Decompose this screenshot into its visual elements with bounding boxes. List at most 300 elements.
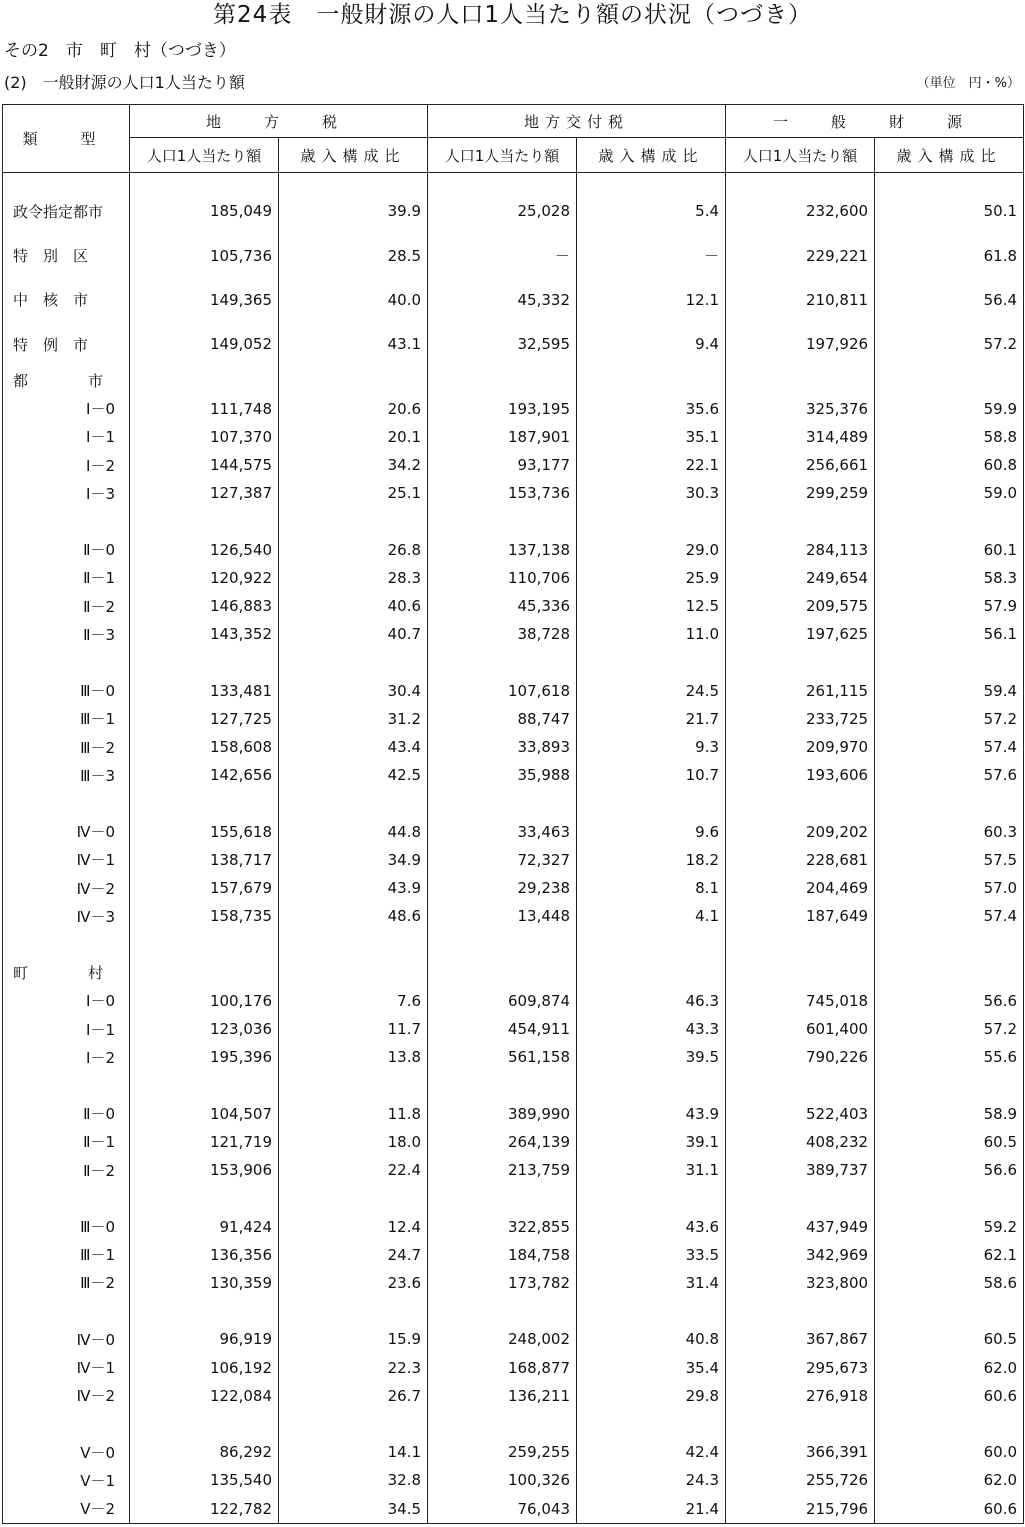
table-row <box>3 705 1024 733</box>
cell-general-revenue-ratio: 62.0 <box>875 1466 1024 1494</box>
cell-local-tax-per-capita: 104,507 <box>130 1100 279 1128</box>
cell-allocation-tax-per-capita: 35,988 <box>428 761 577 789</box>
row-label: 特 別 区 <box>3 233 130 277</box>
cell-local-tax-per-capita: 158,735 <box>130 902 279 930</box>
cell-local-tax-ratio: 28.5 <box>279 233 428 277</box>
cell-local-tax-per-capita: 122,084 <box>130 1382 279 1410</box>
cell-allocation-tax-per-capita: 213,759 <box>428 1156 577 1184</box>
table-row <box>3 677 1024 705</box>
header-per-capita: 人口1人当たり額 <box>130 138 279 173</box>
cell-general-revenue-ratio <box>875 173 1024 190</box>
row-label: Ⅲ－3 <box>3 761 130 789</box>
row-label: Ⅱ－0 <box>3 536 130 564</box>
cell-local-tax-per-capita: 195,396 <box>130 1043 279 1071</box>
cell-allocation-tax-per-capita <box>428 1410 577 1438</box>
cell-general-revenue-per-capita: 366,391 <box>726 1438 875 1466</box>
row-label: Ⅴ－2 <box>3 1494 130 1523</box>
header-per-capita: 人口1人当たり額 <box>726 138 875 173</box>
cell-allocation-tax-per-capita: － <box>428 233 577 277</box>
cell-local-tax-ratio <box>279 1184 428 1212</box>
cell-allocation-tax-ratio: 9.3 <box>577 733 726 761</box>
cell-general-revenue-per-capita: 256,661 <box>726 451 875 479</box>
cell-local-tax-per-capita: 144,575 <box>130 451 279 479</box>
table-row <box>3 818 1024 846</box>
cell-general-revenue-per-capita: 522,403 <box>726 1100 875 1128</box>
cell-allocation-tax-ratio: 11.0 <box>577 620 726 648</box>
cell-local-tax-ratio: 13.8 <box>279 1043 428 1071</box>
cell-allocation-tax-ratio <box>577 1071 726 1099</box>
cell-general-revenue-ratio: 57.5 <box>875 846 1024 874</box>
cell-local-tax-ratio: 44.8 <box>279 818 428 846</box>
table-row <box>3 1353 1024 1381</box>
cell-allocation-tax-ratio: 21.4 <box>577 1494 726 1523</box>
cell-local-tax-per-capita <box>130 507 279 535</box>
cell-general-revenue-ratio: 60.6 <box>875 1494 1024 1523</box>
table-row <box>3 1156 1024 1184</box>
cell-general-revenue-ratio: 60.5 <box>875 1128 1024 1156</box>
cell-general-revenue-per-capita <box>726 959 875 987</box>
cell-local-tax-per-capita: 127,725 <box>130 705 279 733</box>
cell-general-revenue-ratio: 60.8 <box>875 451 1024 479</box>
cell-allocation-tax-ratio: 25.9 <box>577 564 726 592</box>
cell-local-tax-per-capita: 136,356 <box>130 1241 279 1269</box>
cell-general-revenue-ratio: 60.0 <box>875 1438 1024 1466</box>
cell-general-revenue-ratio: 55.6 <box>875 1043 1024 1071</box>
cell-general-revenue-per-capita: 367,867 <box>726 1325 875 1353</box>
cell-allocation-tax-ratio: 39.1 <box>577 1128 726 1156</box>
table-row <box>3 1241 1024 1269</box>
cell-allocation-tax-ratio: 33.5 <box>577 1241 726 1269</box>
table-row <box>3 761 1024 789</box>
cell-allocation-tax-per-capita: 45,336 <box>428 592 577 620</box>
cell-allocation-tax-per-capita <box>428 1184 577 1212</box>
row-label <box>3 1410 130 1438</box>
cell-allocation-tax-per-capita: 72,327 <box>428 846 577 874</box>
spacer-row <box>3 930 1024 958</box>
cell-local-tax-ratio: 25.1 <box>279 479 428 507</box>
cell-allocation-tax-per-capita <box>428 366 577 394</box>
row-label: Ⅳ－1 <box>3 1353 130 1381</box>
table-row <box>3 846 1024 874</box>
cell-allocation-tax-per-capita: 184,758 <box>428 1241 577 1269</box>
cell-local-tax-per-capita <box>130 1410 279 1438</box>
cell-allocation-tax-ratio: 10.7 <box>577 761 726 789</box>
cell-general-revenue-ratio: 61.8 <box>875 233 1024 277</box>
cell-allocation-tax-ratio: 31.1 <box>577 1156 726 1184</box>
cell-allocation-tax-per-capita: 13,448 <box>428 902 577 930</box>
cell-general-revenue-ratio: 56.6 <box>875 987 1024 1015</box>
row-label: Ⅴ－0 <box>3 1438 130 1466</box>
spacer-row <box>3 648 1024 676</box>
cell-allocation-tax-ratio <box>577 507 726 535</box>
header-general-revenue: 一 般 財 源 <box>726 105 1024 138</box>
cell-local-tax-per-capita: 107,370 <box>130 423 279 451</box>
cell-general-revenue-per-capita: 299,259 <box>726 479 875 507</box>
page-subtitle: その2 市 町 村（つづき） <box>4 41 236 61</box>
cell-local-tax-ratio: 43.9 <box>279 874 428 902</box>
cell-local-tax-ratio: 7.6 <box>279 987 428 1015</box>
section-heading: (2) 一般財源の人口1人当たり額 <box>4 73 245 92</box>
table-row <box>3 1043 1024 1071</box>
cell-general-revenue-ratio: 58.9 <box>875 1100 1024 1128</box>
row-label: Ⅰ－1 <box>3 423 130 451</box>
cell-local-tax-ratio: 20.1 <box>279 423 428 451</box>
cell-general-revenue-per-capita: 210,811 <box>726 278 875 322</box>
cell-allocation-tax-ratio: 9.6 <box>577 818 726 846</box>
cell-local-tax-ratio: 26.8 <box>279 536 428 564</box>
cell-allocation-tax-ratio: 9.4 <box>577 322 726 366</box>
cell-allocation-tax-per-capita: 322,855 <box>428 1212 577 1240</box>
table-row <box>3 592 1024 620</box>
cell-general-revenue-per-capita <box>726 930 875 958</box>
row-label <box>3 1071 130 1099</box>
row-label: Ⅳ－2 <box>3 1382 130 1410</box>
cell-allocation-tax-per-capita <box>428 507 577 535</box>
cell-general-revenue-ratio: 59.2 <box>875 1212 1024 1240</box>
header-local-tax: 地 方 税 <box>130 105 428 138</box>
cell-general-revenue-ratio: 59.0 <box>875 479 1024 507</box>
row-label <box>3 1297 130 1325</box>
cell-local-tax-per-capita: 149,365 <box>130 278 279 322</box>
cell-general-revenue-ratio <box>875 648 1024 676</box>
cell-general-revenue-per-capita: 249,654 <box>726 564 875 592</box>
cell-allocation-tax-ratio <box>577 789 726 817</box>
cell-general-revenue-ratio: 50.1 <box>875 189 1024 233</box>
table-row <box>3 451 1024 479</box>
cell-allocation-tax-per-capita <box>428 1297 577 1325</box>
cell-general-revenue-per-capita <box>726 1410 875 1438</box>
cell-allocation-tax-ratio: 21.7 <box>577 705 726 733</box>
cell-general-revenue-ratio: 60.3 <box>875 818 1024 846</box>
table-row <box>3 322 1024 366</box>
cell-allocation-tax-ratio: 30.3 <box>577 479 726 507</box>
cell-general-revenue-ratio <box>875 789 1024 817</box>
cell-general-revenue-ratio: 56.4 <box>875 278 1024 322</box>
cell-general-revenue-ratio: 57.9 <box>875 592 1024 620</box>
cell-local-tax-ratio: 40.0 <box>279 278 428 322</box>
cell-local-tax-per-capita: 149,052 <box>130 322 279 366</box>
spacer-row <box>3 1410 1024 1438</box>
cell-local-tax-ratio: 24.7 <box>279 1241 428 1269</box>
table-row <box>3 395 1024 423</box>
cell-local-tax-per-capita: 153,906 <box>130 1156 279 1184</box>
cell-allocation-tax-per-capita: 110,706 <box>428 564 577 592</box>
cell-general-revenue-ratio: 56.1 <box>875 620 1024 648</box>
row-label: Ⅲ－2 <box>3 733 130 761</box>
cell-allocation-tax-per-capita: 248,002 <box>428 1325 577 1353</box>
row-label: Ⅰ－1 <box>3 1015 130 1043</box>
cell-general-revenue-per-capita: 197,625 <box>726 620 875 648</box>
cell-general-revenue-ratio: 57.4 <box>875 733 1024 761</box>
row-label: Ⅱ－2 <box>3 1156 130 1184</box>
cell-local-tax-per-capita: 133,481 <box>130 677 279 705</box>
cell-general-revenue-per-capita: 229,221 <box>726 233 875 277</box>
cell-local-tax-ratio: 22.4 <box>279 1156 428 1184</box>
cell-general-revenue-per-capita: 232,600 <box>726 189 875 233</box>
cell-allocation-tax-per-capita: 389,990 <box>428 1100 577 1128</box>
cell-local-tax-ratio: 20.6 <box>279 395 428 423</box>
cell-general-revenue-per-capita: 314,489 <box>726 423 875 451</box>
cell-local-tax-ratio: 34.2 <box>279 451 428 479</box>
cell-local-tax-per-capita: 111,748 <box>130 395 279 423</box>
cell-general-revenue-ratio: 58.8 <box>875 423 1024 451</box>
cell-allocation-tax-ratio: 5.4 <box>577 189 726 233</box>
cell-general-revenue-per-capita: 790,226 <box>726 1043 875 1071</box>
cell-local-tax-ratio <box>279 366 428 394</box>
cell-local-tax-per-capita: 86,292 <box>130 1438 279 1466</box>
table-row <box>3 1128 1024 1156</box>
cell-allocation-tax-ratio <box>577 1410 726 1438</box>
row-label: Ⅱ－1 <box>3 564 130 592</box>
cell-local-tax-ratio: 12.4 <box>279 1212 428 1240</box>
cell-local-tax-per-capita: 138,717 <box>130 846 279 874</box>
group-heading-row <box>3 959 1024 987</box>
row-label: Ⅲ－0 <box>3 1212 130 1240</box>
row-label <box>3 789 130 817</box>
cell-local-tax-per-capita: 142,656 <box>130 761 279 789</box>
cell-local-tax-ratio: 23.6 <box>279 1269 428 1297</box>
table-row <box>3 874 1024 902</box>
cell-local-tax-ratio: 28.3 <box>279 564 428 592</box>
table-row <box>3 1015 1024 1043</box>
row-label: Ⅳ－3 <box>3 902 130 930</box>
cell-general-revenue-per-capita <box>726 1184 875 1212</box>
header-local-allocation-tax: 地方交付税 <box>428 105 726 138</box>
cell-general-revenue-per-capita: 255,726 <box>726 1466 875 1494</box>
cell-local-tax-per-capita: 185,049 <box>130 189 279 233</box>
cell-local-tax-ratio: 11.8 <box>279 1100 428 1128</box>
cell-general-revenue-per-capita: 197,926 <box>726 322 875 366</box>
cell-allocation-tax-per-capita: 259,255 <box>428 1438 577 1466</box>
cell-local-tax-ratio <box>279 1297 428 1325</box>
cell-local-tax-ratio: 18.0 <box>279 1128 428 1156</box>
cell-allocation-tax-ratio <box>577 1184 726 1212</box>
cell-local-tax-per-capita: 91,424 <box>130 1212 279 1240</box>
cell-allocation-tax-ratio: 29.8 <box>577 1382 726 1410</box>
cell-general-revenue-ratio: 59.9 <box>875 395 1024 423</box>
cell-local-tax-ratio: 34.9 <box>279 846 428 874</box>
cell-allocation-tax-ratio <box>577 366 726 394</box>
cell-local-tax-per-capita: 158,608 <box>130 733 279 761</box>
cell-local-tax-ratio: 14.1 <box>279 1438 428 1466</box>
cell-general-revenue-ratio: 57.0 <box>875 874 1024 902</box>
cell-general-revenue-per-capita: 408,232 <box>726 1128 875 1156</box>
cell-general-revenue-ratio: 60.5 <box>875 1325 1024 1353</box>
table-row <box>3 620 1024 648</box>
cell-local-tax-per-capita <box>130 789 279 817</box>
cell-general-revenue-per-capita: 187,649 <box>726 902 875 930</box>
cell-general-revenue-per-capita: 261,115 <box>726 677 875 705</box>
cell-allocation-tax-ratio <box>577 648 726 676</box>
row-label: Ⅱ－0 <box>3 1100 130 1128</box>
cell-general-revenue-per-capita: 325,376 <box>726 395 875 423</box>
cell-local-tax-ratio: 15.9 <box>279 1325 428 1353</box>
cell-allocation-tax-per-capita: 187,901 <box>428 423 577 451</box>
cell-allocation-tax-ratio <box>577 959 726 987</box>
cell-local-tax-per-capita <box>130 1297 279 1325</box>
table-row <box>3 1269 1024 1297</box>
cell-local-tax-per-capita: 105,736 <box>130 233 279 277</box>
table-row <box>3 1100 1024 1128</box>
cell-local-tax-per-capita: 100,176 <box>130 987 279 1015</box>
cell-general-revenue-ratio <box>875 959 1024 987</box>
cell-allocation-tax-per-capita: 168,877 <box>428 1353 577 1381</box>
cell-general-revenue-ratio: 60.1 <box>875 536 1024 564</box>
row-label: Ⅲ－0 <box>3 677 130 705</box>
table-row <box>3 1494 1024 1523</box>
group-heading-row <box>3 366 1024 394</box>
cell-general-revenue-ratio <box>875 1071 1024 1099</box>
spacer-row <box>3 507 1024 535</box>
row-label: Ⅲ－1 <box>3 705 130 733</box>
cell-general-revenue-per-capita: 284,113 <box>726 536 875 564</box>
cell-general-revenue-per-capita <box>726 1297 875 1325</box>
row-label: Ⅱ－1 <box>3 1128 130 1156</box>
unit-label: （単位 円・%） <box>916 76 1020 91</box>
cell-general-revenue-ratio: 62.0 <box>875 1353 1024 1381</box>
cell-allocation-tax-ratio: 43.6 <box>577 1212 726 1240</box>
cell-local-tax-per-capita <box>130 1184 279 1212</box>
cell-local-tax-ratio <box>279 1410 428 1438</box>
cell-general-revenue-per-capita: 437,949 <box>726 1212 875 1240</box>
cell-local-tax-ratio <box>279 930 428 958</box>
cell-allocation-tax-ratio: 29.0 <box>577 536 726 564</box>
cell-local-tax-ratio <box>279 507 428 535</box>
cell-allocation-tax-per-capita <box>428 959 577 987</box>
cell-general-revenue-per-capita: 209,202 <box>726 818 875 846</box>
table-row <box>3 189 1024 233</box>
cell-local-tax-ratio: 40.6 <box>279 592 428 620</box>
table-row <box>3 1466 1024 1494</box>
row-label: Ⅳ－1 <box>3 846 130 874</box>
row-label: Ⅱ－2 <box>3 592 130 620</box>
header-ratio: 歳入構成比 <box>279 138 428 173</box>
cell-general-revenue-ratio: 57.4 <box>875 902 1024 930</box>
cell-local-tax-ratio <box>279 173 428 190</box>
cell-allocation-tax-per-capita <box>428 173 577 190</box>
cell-allocation-tax-per-capita <box>428 789 577 817</box>
row-label <box>3 648 130 676</box>
cell-local-tax-per-capita: 120,922 <box>130 564 279 592</box>
cell-general-revenue-ratio <box>875 1410 1024 1438</box>
cell-allocation-tax-per-capita: 100,326 <box>428 1466 577 1494</box>
cell-local-tax-ratio <box>279 648 428 676</box>
row-label <box>3 930 130 958</box>
cell-local-tax-ratio: 40.7 <box>279 620 428 648</box>
row-label: Ⅴ－1 <box>3 1466 130 1494</box>
cell-general-revenue-per-capita: 323,800 <box>726 1269 875 1297</box>
cell-local-tax-per-capita: 96,919 <box>130 1325 279 1353</box>
cell-allocation-tax-per-capita: 32,595 <box>428 322 577 366</box>
cell-local-tax-ratio: 43.1 <box>279 322 428 366</box>
cell-general-revenue-per-capita: 745,018 <box>726 987 875 1015</box>
cell-local-tax-per-capita: 143,352 <box>130 620 279 648</box>
cell-general-revenue-per-capita <box>726 507 875 535</box>
cell-local-tax-per-capita: 126,540 <box>130 536 279 564</box>
cell-local-tax-per-capita: 130,359 <box>130 1269 279 1297</box>
cell-allocation-tax-per-capita: 136,211 <box>428 1382 577 1410</box>
row-label: Ⅳ－0 <box>3 1325 130 1353</box>
cell-allocation-tax-ratio: 24.3 <box>577 1466 726 1494</box>
cell-allocation-tax-ratio: 24.5 <box>577 677 726 705</box>
header-per-capita: 人口1人当たり額 <box>428 138 577 173</box>
cell-allocation-tax-per-capita <box>428 1071 577 1099</box>
cell-allocation-tax-per-capita: 93,177 <box>428 451 577 479</box>
cell-allocation-tax-per-capita <box>428 930 577 958</box>
cell-local-tax-ratio: 34.5 <box>279 1494 428 1523</box>
cell-local-tax-per-capita <box>130 1071 279 1099</box>
cell-general-revenue-per-capita: 204,469 <box>726 874 875 902</box>
cell-local-tax-per-capita <box>130 173 279 190</box>
table-row <box>3 278 1024 322</box>
row-label: Ⅰ－3 <box>3 479 130 507</box>
header-ratio: 歳入構成比 <box>577 138 726 173</box>
cell-allocation-tax-per-capita: 561,158 <box>428 1043 577 1071</box>
table-row <box>3 479 1024 507</box>
cell-general-revenue-ratio: 57.2 <box>875 705 1024 733</box>
cell-allocation-tax-ratio <box>577 930 726 958</box>
page-title: 第24表 一般財源の人口1人当たり額の状況（つづき） <box>213 2 812 28</box>
spacer-row <box>3 789 1024 817</box>
cell-local-tax-per-capita <box>130 959 279 987</box>
cell-general-revenue-ratio: 62.1 <box>875 1241 1024 1269</box>
cell-general-revenue-per-capita: 209,575 <box>726 592 875 620</box>
row-label: 政令指定都市 <box>3 189 130 233</box>
table-row <box>3 733 1024 761</box>
cell-allocation-tax-per-capita: 25,028 <box>428 189 577 233</box>
row-label: Ⅰ－2 <box>3 451 130 479</box>
cell-allocation-tax-ratio: 22.1 <box>577 451 726 479</box>
table-row <box>3 987 1024 1015</box>
cell-local-tax-per-capita <box>130 648 279 676</box>
cell-local-tax-per-capita: 155,618 <box>130 818 279 846</box>
cell-allocation-tax-per-capita: 264,139 <box>428 1128 577 1156</box>
row-label <box>3 507 130 535</box>
table-row <box>3 423 1024 451</box>
row-label: Ⅰ－0 <box>3 395 130 423</box>
spacer-row <box>3 1297 1024 1325</box>
cell-general-revenue-ratio: 58.3 <box>875 564 1024 592</box>
row-label: Ⅲ－2 <box>3 1269 130 1297</box>
cell-allocation-tax-ratio: 12.5 <box>577 592 726 620</box>
cell-local-tax-ratio: 11.7 <box>279 1015 428 1043</box>
table-row <box>3 1212 1024 1240</box>
cell-local-tax-ratio: 26.7 <box>279 1382 428 1410</box>
spacer-row <box>3 1071 1024 1099</box>
cell-general-revenue-ratio <box>875 1297 1024 1325</box>
cell-local-tax-per-capita: 106,192 <box>130 1353 279 1381</box>
cell-general-revenue-ratio: 56.6 <box>875 1156 1024 1184</box>
cell-local-tax-per-capita <box>130 366 279 394</box>
cell-allocation-tax-ratio: 31.4 <box>577 1269 726 1297</box>
cell-local-tax-ratio: 31.2 <box>279 705 428 733</box>
cell-allocation-tax-per-capita: 137,138 <box>428 536 577 564</box>
cell-general-revenue-per-capita: 342,969 <box>726 1241 875 1269</box>
row-label: 中 核 市 <box>3 278 130 322</box>
cell-general-revenue-ratio <box>875 1184 1024 1212</box>
cell-local-tax-ratio <box>279 789 428 817</box>
cell-allocation-tax-per-capita: 29,238 <box>428 874 577 902</box>
cell-allocation-tax-ratio: － <box>577 233 726 277</box>
cell-general-revenue-per-capita: 228,681 <box>726 846 875 874</box>
cell-general-revenue-per-capita <box>726 173 875 190</box>
cell-general-revenue-per-capita <box>726 366 875 394</box>
table-row <box>3 1438 1024 1466</box>
cell-general-revenue-per-capita: 295,673 <box>726 1353 875 1381</box>
cell-general-revenue-ratio <box>875 507 1024 535</box>
cell-local-tax-ratio <box>279 1071 428 1099</box>
cell-allocation-tax-ratio: 8.1 <box>577 874 726 902</box>
